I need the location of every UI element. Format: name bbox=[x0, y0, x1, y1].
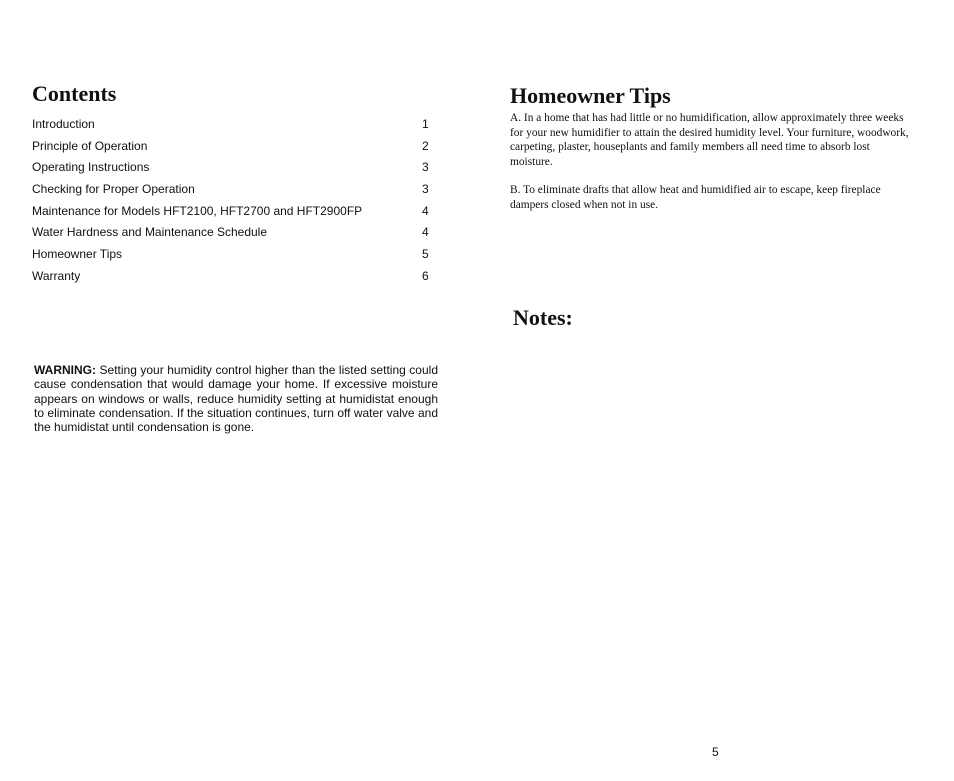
table-of-contents bbox=[32, 114, 432, 288]
toc-entry-label: Homeowner Tips bbox=[32, 247, 123, 262]
toc-entry-page: 6 bbox=[422, 268, 429, 283]
toc-entry-page: 2 bbox=[422, 138, 429, 153]
homeowner-tips-heading: Homeowner Tips bbox=[510, 83, 671, 108]
toc-entry-maintenance bbox=[32, 201, 432, 223]
tip-b-paragraph: B. To eliminate drafts that allow heat and humidified air to escape, keep fireplace dampers closed when not in use. bbox=[510, 184, 881, 211]
toc-entry-page: 3 bbox=[422, 182, 429, 197]
toc-entry-label: Checking for Proper Operation bbox=[32, 182, 195, 197]
toc-entry-page: 4 bbox=[422, 225, 429, 240]
page-number: 5 bbox=[712, 745, 719, 759]
warning-paragraph bbox=[34, 363, 438, 434]
warning-label: WARNING: bbox=[34, 363, 96, 377]
toc-entry-page: 3 bbox=[422, 160, 429, 175]
tip-a-paragraph: A. In a home that has had little or no humidification, allow approximately three weeks for your new humidifier to attain the desired humidity level. Your furniture, woodwork, carpeting, plaster, houseplants and family members all need time to absorb lost moisture. bbox=[510, 112, 909, 168]
contents-heading: Contents bbox=[32, 81, 117, 106]
toc-entry-label: Maintenance for Models HFT2100, HFT2700 and HFT2900FP bbox=[32, 203, 363, 218]
toc-entry-checking-proper-operation bbox=[32, 179, 432, 201]
warning-text: Setting your humidity control higher than the listed setting could cause condensation that would damage your home. If excessive moisture appears on windows or walls, reduce humidity setting at humidistat enough to eliminate condensation. If the situation continues, turn off water valve and the humidistat until condensation is gone. bbox=[34, 363, 438, 435]
notes-heading: Notes: bbox=[513, 305, 573, 330]
toc-entry-homeowner-tips bbox=[32, 244, 432, 266]
toc-entry-label: Operating Instructions bbox=[32, 160, 150, 175]
toc-entry-principle-of-operation bbox=[32, 136, 432, 158]
toc-entry-page: 5 bbox=[422, 247, 429, 262]
toc-entry-label: Warranty bbox=[32, 268, 81, 283]
toc-entry-page: 4 bbox=[422, 203, 429, 218]
toc-entry-label: Principle of Operation bbox=[32, 138, 148, 153]
toc-entry-label: Water Hardness and Maintenance Schedule bbox=[32, 225, 268, 240]
toc-entry-introduction bbox=[32, 114, 432, 136]
toc-entry-operating-instructions bbox=[32, 157, 432, 179]
toc-entry-page: 1 bbox=[422, 117, 429, 131]
toc-entry-water-hardness bbox=[32, 222, 432, 244]
toc-entry-label: Introduction bbox=[32, 117, 95, 131]
toc-entry-warranty bbox=[32, 266, 432, 288]
